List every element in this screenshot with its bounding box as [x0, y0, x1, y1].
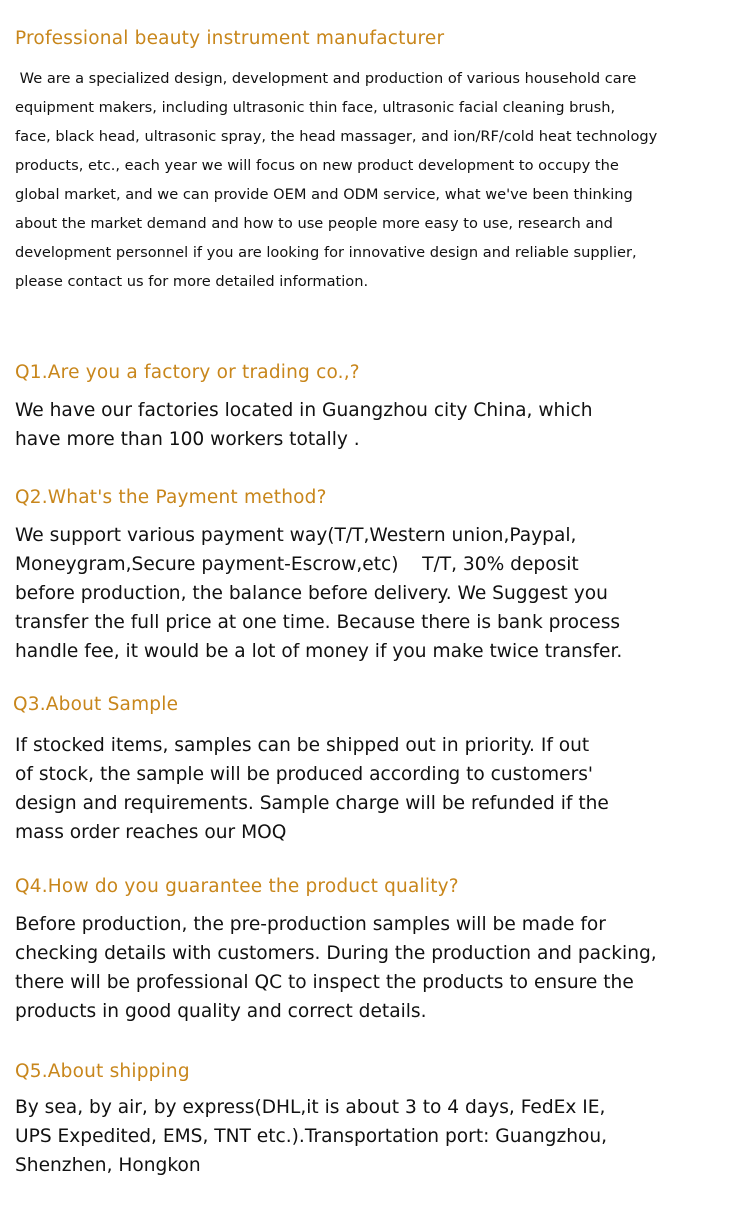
faq-question-2: Q2.What's the Payment method?: [15, 487, 327, 508]
answer-line: before production, the balance before delivery. We Suggest you: [15, 583, 608, 604]
faq-answer-4: [15, 910, 740, 1026]
faq-question-5: Q5.About shipping: [15, 1061, 190, 1082]
answer-line: If stocked items, samples can be shipped out in priority. If out: [15, 735, 590, 756]
answer-line: of stock, the sample will be produced according to customers': [15, 764, 594, 785]
answer-line: By sea, by air, by express(DHL,it is about 3 to 4 days, FedEx IE,: [15, 1097, 606, 1118]
answer-line: mass order reaches our MOQ: [15, 822, 287, 843]
faq-answer-2: [15, 521, 740, 666]
answer-line: UPS Expedited, EMS, TNT etc.).Transportation port: Guangzhou,: [15, 1126, 608, 1147]
faq-question-4: Q4.How do you guarantee the product quality?: [15, 876, 459, 897]
intro-line: about the market demand and how to use people more easy to use, research and: [15, 215, 613, 232]
intro-line: products, etc., each year we will focus on new product development to occupy the: [15, 157, 619, 174]
answer-line: handle fee, it would be a lot of money if you make twice transfer.: [15, 641, 623, 662]
faq-question-1: Q1.Are you a factory or trading co.,?: [15, 362, 360, 383]
intro-line: development personnel if you are looking for innovative design and reliable supplier,: [15, 244, 637, 261]
answer-line: Before production, the pre-production samples will be made for: [15, 914, 606, 935]
answer-line: We have our factories located in Guangzhou city China, which: [15, 400, 593, 421]
intro-line: global market, and we can provide OEM and ODM service, what we've been thinking: [15, 186, 633, 203]
intro-line: please contact us for more detailed information.: [15, 273, 369, 290]
answer-line: transfer the full price at one time. Because there is bank process: [15, 612, 621, 633]
intro-line: equipment makers, including ultrasonic thin face, ultrasonic facial cleaning brush,: [15, 99, 616, 116]
answer-line: products in good quality and correct details.: [15, 1001, 427, 1022]
intro-line: face, black head, ultrasonic spray, the head massager, and ion/RF/cold heat technology: [15, 128, 658, 145]
answer-line: Shenzhen, Hongkon: [15, 1155, 201, 1176]
answer-line: have more than 100 workers totally .: [15, 429, 360, 450]
faq-answer-1: [15, 396, 740, 454]
answer-line: checking details with customers. During the production and packing,: [15, 943, 657, 964]
intro-paragraph: [15, 64, 740, 296]
intro-line: We are a specialized design, development and production of various household care: [15, 70, 637, 87]
answer-line: We support various payment way(T/T,Western union,Paypal,: [15, 525, 577, 546]
answer-line: there will be professional QC to inspect the products to ensure the: [15, 972, 634, 993]
faq-answer-5: [15, 1093, 740, 1180]
answer-line: Moneygram,Secure payment-Escrow,etc) T/T, 30% deposit: [15, 554, 579, 575]
faq-question-3: Q3.About Sample: [13, 694, 179, 715]
page-title: Professional beauty instrument manufacturer: [15, 28, 445, 49]
faq-answer-3: [15, 731, 740, 847]
answer-line: design and requirements. Sample charge will be refunded if the: [15, 793, 609, 814]
